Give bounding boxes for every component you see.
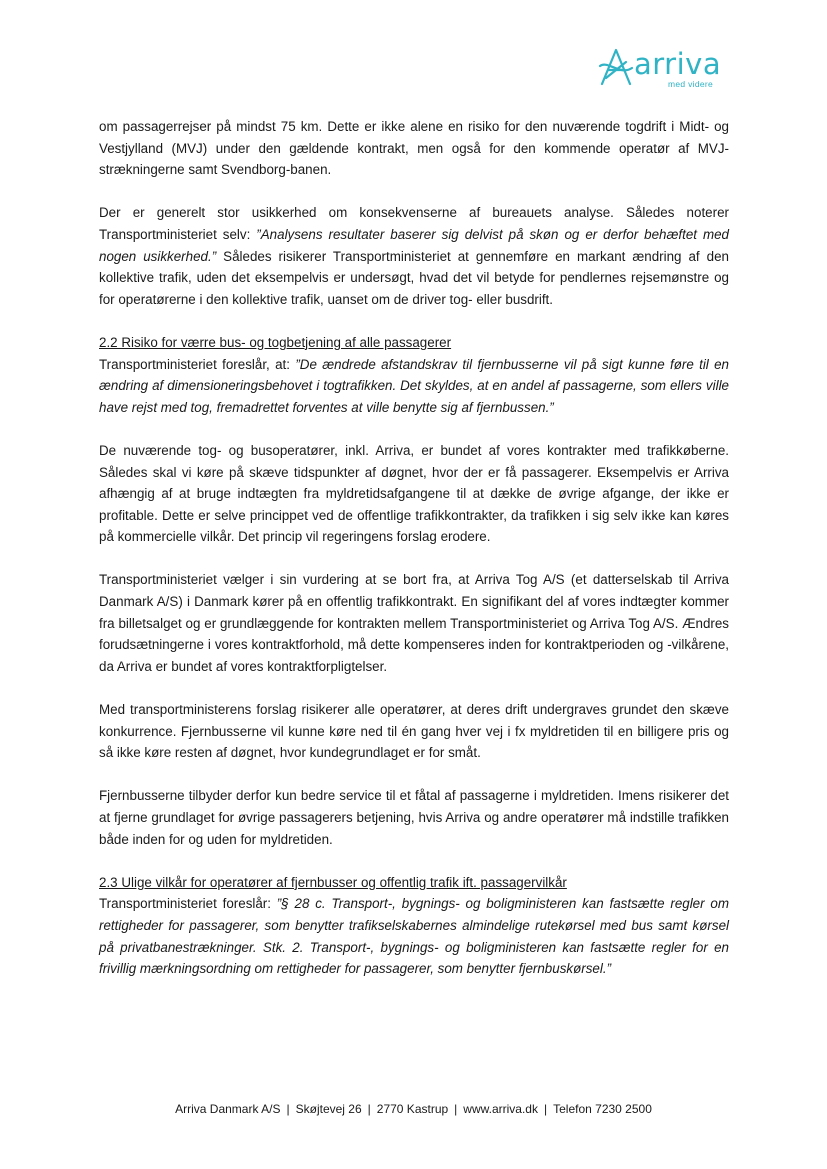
quote: ”Analysens resultater baserer sig delvist på skøn og er derfor behæftet med nogen usikkerhed.” (99, 226, 729, 264)
footer-separator: | (454, 1102, 458, 1116)
paragraph: De nuværende tog- og busoperatører, inkl. Arriva, er bundet af vores kontrakter med trafikkøberne. Således skal vi køre på skæve tidspunkter af døgnet, hvor der er få passagerer. Eksempelvis er Arriva afhængig af at bruge indtægten fra myldretidsafgangene til at dække de øvrige afgange, der ikke er profitable. Dette er selve princippet ved de offentlige trafikkontrakter, da trafikken i sig selv ikke kan køres på kommercielle vilkår. Det princip vil regeringens forslag erodere. (99, 442, 729, 545)
text-run: Transportministeriet foreslår, at: (99, 356, 296, 372)
section-heading: 2.3 Ulige vilkår for operatører af fjernbusser og offentlig trafik ift. passagervilkår (99, 874, 567, 890)
document-body (99, 116, 729, 980)
footer-separator: | (543, 1102, 548, 1116)
footer-address: Skøjtevej 26 (295, 1102, 362, 1116)
arriva-logo (598, 46, 728, 92)
logo-tagline: med videre (668, 79, 714, 89)
arriva-logo-icon (598, 46, 634, 88)
quote: ”De ændrede afstandskrav til fjernbusserne vil på sigt kunne føre til en ændring af dimensioneringsbehovet i togtrafikken. Det skyldes, at en andel af passagerne, som ellers ville have rejst med tog, fremadrettet forventes at ville benytte sig af fjernbussen.” (99, 356, 729, 415)
paragraph: Med transportministerens forslag risikerer alle operatører, at deres drift undergraves grundet den skæve konkurrence. Fjernbusserne vil kunne køre ned til én gang hver vej i fx myldretiden til en billigere pris og så ikke køre resten af døgnet, hvor kundegrundlaget er for småt. (99, 702, 729, 761)
footer-company: Arriva Danmark A/S (175, 1102, 281, 1116)
footer-website-link[interactable]: www.arriva.dk (463, 1102, 538, 1116)
text-run: Der er generelt stor usikkerhed om konsekvenserne af bureauets analyse. Således noterer Transportministeriet selv: (99, 205, 729, 242)
section-2-3 (99, 872, 729, 980)
logo-wordmark: arriva (634, 47, 722, 81)
section-heading: 2.2 Risiko for værre bus- og togbetjening af alle passagerer (99, 334, 452, 350)
text-run: Således risikerer Transportministeriet at gennemføre en markant ændring af den kollektive trafik, uden det eksempelvis er undersøgt, hvad det vil betyde for pendlernes rejsemønstre og for operatørerne i den kollektive trafik, uanset om de driver tog- eller busdrift. (99, 248, 729, 307)
footer-phone: Telefon 7230 2500 (553, 1102, 652, 1116)
paragraph: Fjernbusserne tilbyder derfor kun bedre service til et fåtal af passagerne i myldretiden. Imens risikerer det at fjerne grundlaget for øvrige passagerers betjening, hvis Arriva og andre operatører må indstille trafikken både inden for og uden for myldretiden. (99, 788, 729, 847)
section-2-2 (99, 332, 729, 418)
paragraph: om passagerrejser på mindst 75 km. Dette er ikke alene en risiko for den nuværende togdrift i Midt- og Vestjylland (MVJ) under den gældende kontrakt, men også for den kommende operatør af MVJ-strækningerne samt Svendborg-banen. (99, 119, 729, 178)
footer-separator: | (286, 1102, 290, 1116)
paragraph (99, 202, 729, 310)
footer-separator: | (367, 1102, 371, 1116)
paragraph: Transportministeriet vælger i sin vurdering at se bort fra, at Arriva Tog A/S (et datterselskab til Arriva Danmark A/S) i Danmark kører på en offentlig trafikkontrakt. En signifikant del af vores indtægter kommer fra billetsalget og er grundlæggende for kontrakten mellem Transportministeriet og Arriva Tog A/S. Ændres forudsætningerne i vores kontraktforhold, må dette kompenseres inden for kontraktperioden og -vilkårene, da Arriva er bundet af vores kontraktforpligtelser. (99, 572, 729, 674)
page-footer (0, 1102, 827, 1116)
text-run: Transportministeriet foreslår: (99, 896, 277, 912)
quote: ”§ 28 c. Transport-, bygnings- og boligministeren kan fastsætte regler om rettigheder for passagerer, som benytter trafikselskabernes almindelige rutekørsel med bus samt kørsel på privatbanestrækninger. Stk. 2. Transport-, bygnings- og boligministeren kan fastsætte regler for en frivillig mærkningsordning om rettigheder for passagerer, som benytter fjernbuskørsel.” (99, 896, 729, 977)
footer-city: 2770 Kastrup (376, 1102, 449, 1116)
